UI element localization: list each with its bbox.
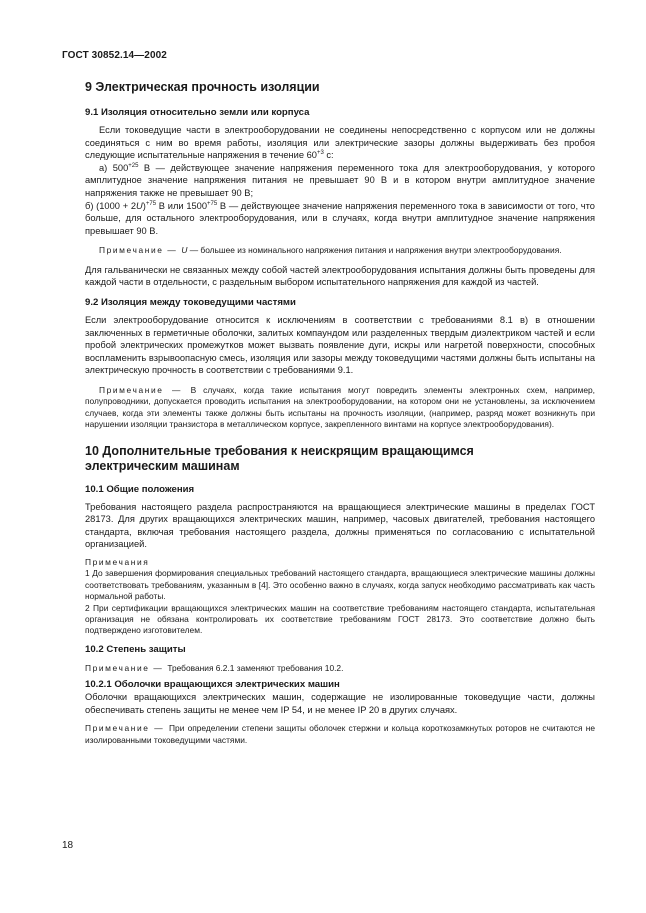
section-9-1-item-b (85, 200, 595, 238)
section-9-2-title: 9.2 Изоляция между токоведущими частями (85, 296, 296, 308)
notes-label: Примечания (85, 556, 150, 567)
note-label: Примечание — (99, 384, 191, 395)
symbol-u: U (181, 245, 188, 256)
section-10-title (85, 444, 595, 474)
page-number: 18 (62, 840, 74, 851)
section-10-1-title: 10.1 Общие положения (85, 483, 195, 495)
section-10-1-paragraph-1: Требования настоящего раздела распространяются на вращающиеся электрические машины в пределах ГОСТ 28173. Для других вращающихся электрических машин, например, часовых двигателей, требования настоящего стандарта, включая требования настоящего раздела, должны применяться по согласованию с испытательной организацией. (85, 501, 595, 550)
page-header-standard: ГОСТ 30852.14—2002 (62, 50, 167, 61)
note-label: Примечание — (85, 662, 168, 673)
section-10-1-note-1: 1 До завершения формирования специальных требований настоящего стандарта, вращающиеся электрические машины должны соответствовать требованиям, указанным в [4]. Это особенно важно в случаях, когда запуск необходимо рассматривать как часть нормальной работы. (85, 568, 595, 602)
text-run: а) 500 (99, 162, 129, 173)
text-run: с: (323, 150, 334, 161)
section-9-2-note (85, 385, 595, 431)
superscript-tolerance: +25 (128, 162, 139, 169)
section-10-title-line-2: электрическим машинам (85, 458, 240, 473)
text-run: б) (1000 + 2 (85, 200, 137, 211)
section-9-1-item-a (85, 162, 595, 200)
note-label: Примечание — (85, 723, 170, 734)
section-9-title: 9 Электрическая прочность изоляции (85, 80, 320, 94)
page-content (85, 80, 595, 746)
text-run: Если токоведущие части в электрооборудовании не соединены непосредственно с корпусом или не должны соединяться с ним во время работы, изоляция или электрические зазоры должны выдерживать без пробоя следующие испытательные напряжения в течение 60 (85, 125, 595, 161)
section-10-2-1-note (85, 723, 595, 746)
note-label: Примечание — (99, 245, 182, 256)
section-9-1-paragraph-1 (85, 124, 595, 162)
section-10-2-note (85, 663, 595, 674)
text-run: В — действующее значение напряжения переменного тока в зависимости от того, что больше, для остального электрооборудования, или в случаях, когда внутри амплитудное значение напряжения превышает 90 В. (85, 200, 595, 236)
note-text: — большее из номинального напряжения питания и напряжения внутри электрооборудования. (187, 245, 562, 256)
section-9-1-title: 9.1 Изоляция относительно земли или корпуса (85, 107, 310, 118)
text-run: В или 1500 (156, 200, 207, 211)
superscript-tolerance: +75 (207, 200, 218, 207)
note-text: Требования 6.2.1 заменяют требования 10.2. (167, 662, 344, 673)
section-10-2-title: 10.2 Степень защиты (85, 643, 186, 655)
note-text: При определении степени защиты оболочек стержни и кольца короткозамкнутых роторов не считаются не изолированными токоведущими частями. (85, 723, 595, 745)
text-run: ) (142, 200, 146, 211)
section-10-1-notes-label (85, 557, 595, 568)
section-10-2-1-title: 10.2.1 Оболочки вращающихся электрических машин (85, 679, 340, 691)
section-9-1-note (85, 245, 595, 256)
section-10-1-note-2: 2 При сертификации вращающихся электрических машин на соответствие требованиям настоящего стандарта, испытательная организация не обязана контролировать их соответствие требованиям ГОСТ 28173. Это соответствие должно быть подтверждено изготовителем. (85, 602, 595, 636)
superscript-tolerance: +75 (145, 200, 157, 207)
note-text: В случаях, когда такие испытания могут повредить элементы электронных схем, например, полупроводники, допускается проводить испытания на электрооборудовании, на котором они не установлены, за исключением случаев, когда эти элементы также должны быть испытаны на прочность изоляции, (например, разряд может возникнуть при нарушении изоляции транзистора в металлическом корпусе, закрепленного винтами на корпусе электрооборудования). (85, 384, 595, 430)
section-10-title-line-1: 10 Дополнительные требования к неискрящим вращающимся (85, 443, 474, 458)
section-9-1-paragraph-2: Для гальванически не связанных между собой частей электрооборудования испытания должны быть проведены для каждой части в отдельности, с раздельным выбором испытательного напряжения для каждой из частей. (85, 264, 595, 288)
superscript-tolerance: +3 (316, 150, 324, 157)
section-9-2-paragraph-1: Если электрооборудование относится к исключениям в соответствии с требованиями 8.1 в) в отношении заключенных в герметичные оболочки, залитых компаундом или разделенных твердым диэлектриком частей и если пробой электрических промежутков может вызвать появление дуги, искры или нагретой поверхности, способных воспламенить взрывоопасную смесь, изоляция или зазоры между токоведущими частями должны быть испытаны на электрическую прочность в соответствии с требованиями 9.1. (85, 314, 595, 376)
symbol-u: U (136, 200, 143, 211)
section-10-2-1-paragraph-1: Оболочки вращающихся электрических машин, содержащие не изолированные токоведущие части, должны обеспечивать степень защиты не менее чем IP 54, и не менее IP 20 в других случаях. (85, 692, 595, 715)
text-run: В — действующее значение напряжения переменного тока для электрооборудования, у которого амплитудное значение напряжения питания не превышает 90 В и в котором внутри амплитудное значение напряжения также не превышает 90 В; (85, 162, 595, 198)
